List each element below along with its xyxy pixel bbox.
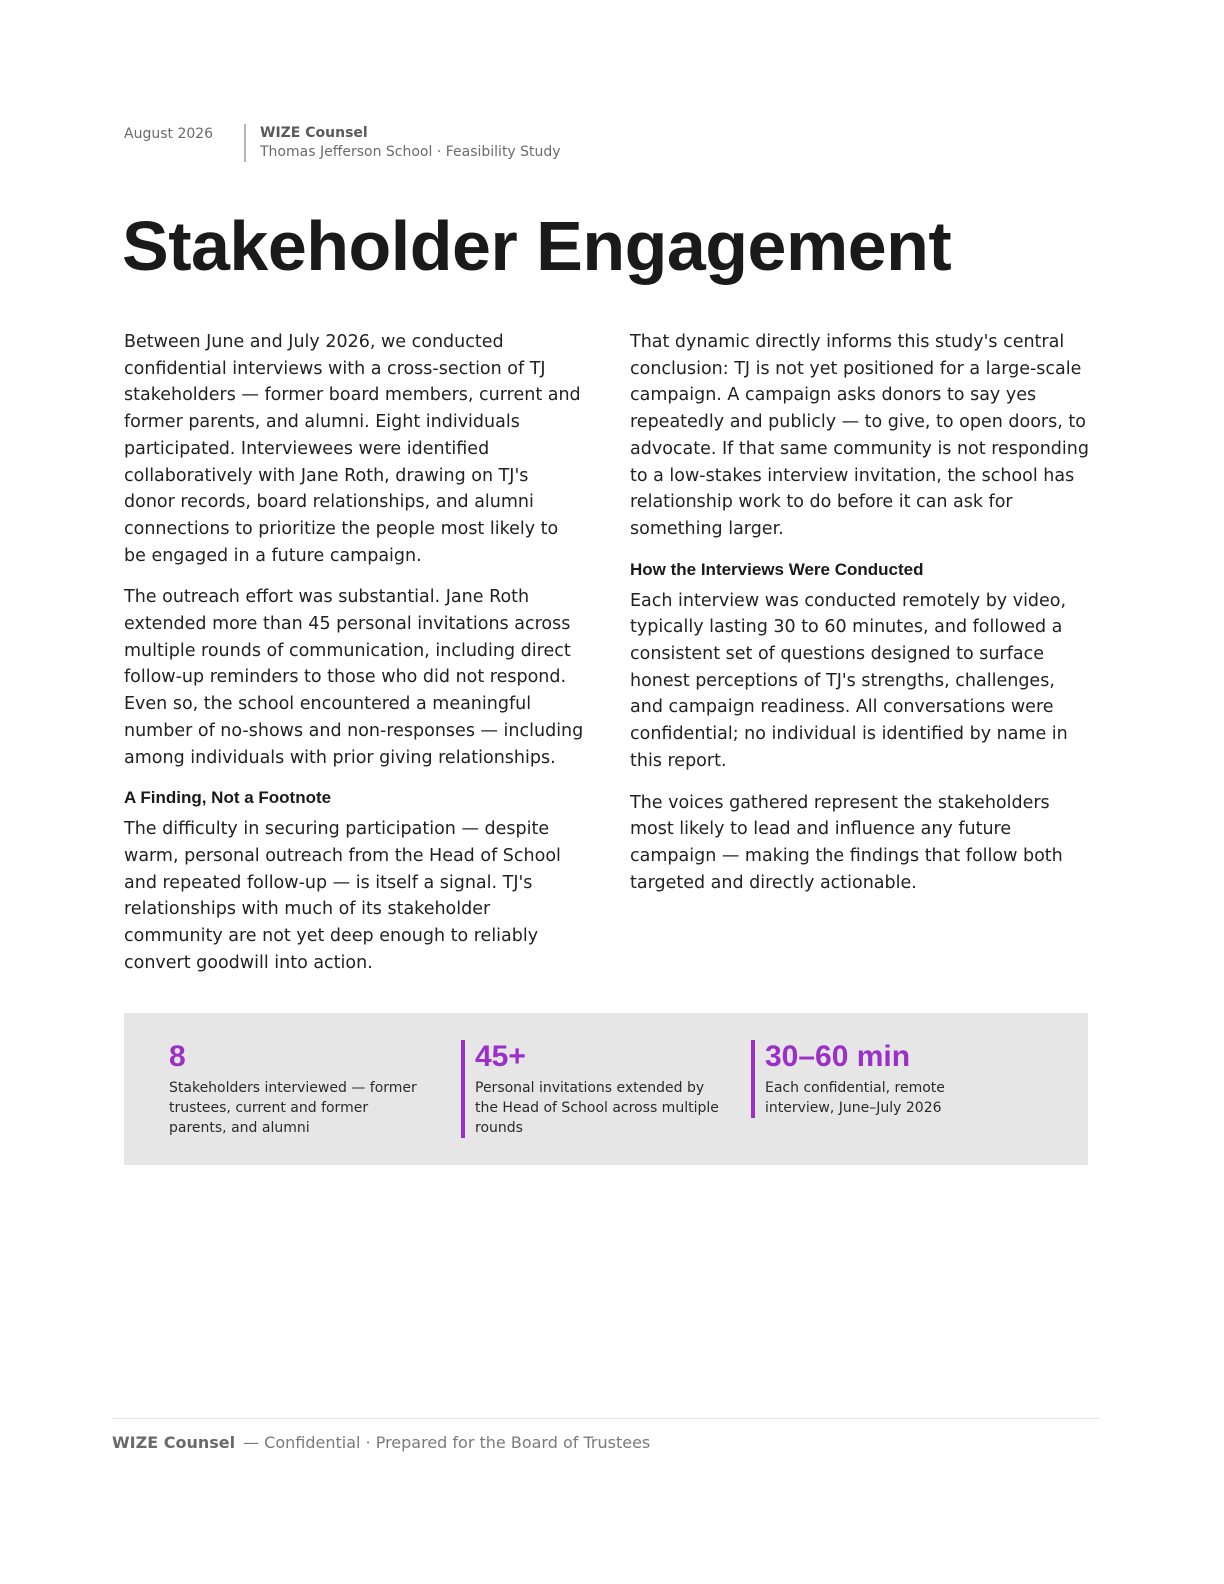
section-heading: A Finding, Not a Footnote [124, 788, 332, 808]
paragraph: Between June and July 2026, we conducted confidential interviews with a cross-section of TJ stakeholders — former board members, current and former parents, and alumni. Eight individuals participated. Interviewees were identified collaboratively with Jane Roth, drawing on TJ's donor records, board relationships, and alumni connections to prioritize the people most likely to be engaged in a future campaign. [124, 332, 581, 566]
paragraph: The difficulty in securing participation — despite warm, personal outreach from the Head of School and repeated follow-up — is itself a signal. TJ's relationships with much of its stakeholder community are not yet deep enough to reliably convert goodwill into action. [124, 819, 561, 973]
page-header [124, 124, 561, 162]
stats-panel [124, 1013, 1088, 1165]
stat-description: Each confidential, remote interview, June–July 2026 [765, 1080, 945, 1116]
stat-duration [751, 1040, 1015, 1118]
paragraph: The voices gathered represent the stakeholders most likely to lead and influence any future campaign — making the findings that follow both targeted and directly actionable. [630, 792, 1063, 893]
paragraph: Each interview was conducted remotely by video, typically lasting 30 to 60 minutes, and followed a consistent set of questions designed to surface honest perceptions of TJ's strengths, challenges, and campaign readiness. All conversations were confidential; no individual is identified by name in this report. [630, 590, 1068, 771]
paragraph: That dynamic directly informs this study's central conclusion: TJ is not yet positioned for a large-scale campaign. A campaign asks donors to say yes repeatedly and publicly — to give, to open doors, to advocate. If that same community is not responding to a low-stakes interview invitation, the school has relationship work to do before it can ask for something larger. [630, 332, 1089, 539]
stat-interviewed [169, 1040, 429, 1138]
stat-value: 30–60 min [765, 1040, 911, 1073]
stat-description: Personal invitations extended by the Head of School across multiple rounds [475, 1080, 719, 1136]
report-subtitle: Thomas Jefferson School · Feasibility Study [260, 144, 561, 160]
stat-description: Stakeholders interviewed — former trustees, current and former parents, and alumni [169, 1080, 417, 1136]
report-date: August 2026 [124, 126, 214, 142]
stat-invitations [461, 1040, 725, 1138]
right-column [630, 329, 1090, 911]
footer-brand: WIZE Counsel [112, 1433, 236, 1452]
left-column [124, 329, 584, 991]
page-footer [112, 1433, 650, 1452]
org-name: WIZE Counsel [260, 125, 368, 141]
footer-text: — Confidential · Prepared for the Board of Trustees [243, 1433, 651, 1452]
section-heading: How the Interviews Were Conducted [630, 559, 924, 579]
page-title: Stakeholder Engagement [122, 207, 952, 285]
stat-value: 8 [169, 1040, 186, 1073]
stat-value: 45+ [475, 1040, 526, 1073]
paragraph: The outreach effort was substantial. Jane Roth extended more than 45 personal invitations across multiple rounds of communication, including direct follow-up reminders to those who did not respond. Even so, the school encountered a meaningful number of no-shows and non-responses — including among individuals with prior giving relationships. [124, 587, 584, 768]
header-org-block [244, 124, 561, 162]
footer-divider [112, 1418, 1100, 1419]
